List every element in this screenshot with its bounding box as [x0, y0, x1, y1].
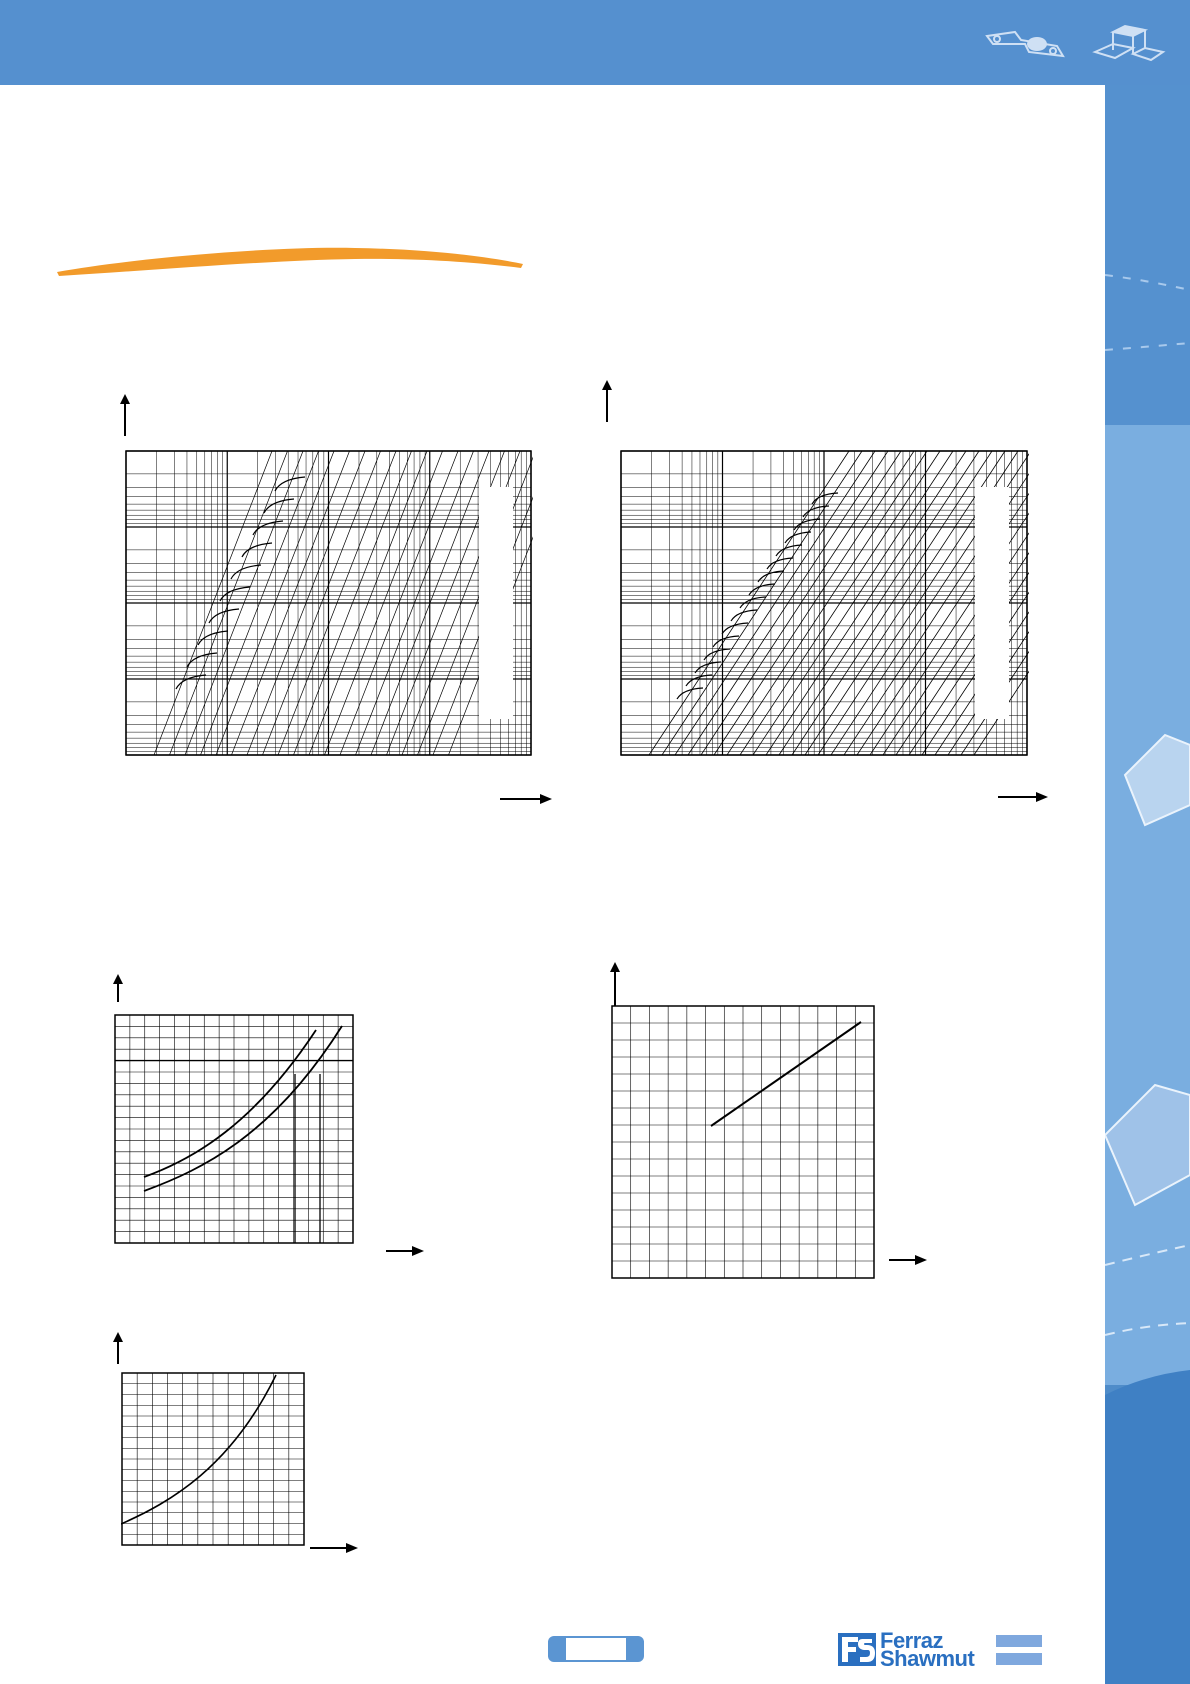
fuse-curve-knee — [713, 636, 739, 647]
chart-5 — [121, 1372, 306, 1546]
fuse-curve-knee — [677, 688, 703, 699]
y-axis-arrow-1 — [118, 394, 132, 438]
fuse-curve-knee — [776, 545, 802, 556]
logo-mark-icon — [838, 1631, 878, 1668]
fuse-block-icon — [1095, 26, 1163, 60]
chart-2 — [619, 449, 1029, 757]
x-axis-arrow-2 — [998, 790, 1048, 804]
fuse-curve-knee — [187, 653, 217, 667]
legend-box — [975, 487, 1009, 719]
fuse-curve-knee — [209, 609, 239, 623]
series-1-curve — [121, 1375, 276, 1524]
y-axis-arrow-3 — [111, 974, 125, 1004]
logo-bar-top — [996, 1635, 1042, 1647]
fuse-curve-knee — [722, 623, 748, 634]
series-2-curve — [144, 1026, 342, 1191]
chart-4 — [611, 1005, 876, 1280]
page-number-tab — [548, 1636, 644, 1662]
chart-1 — [124, 449, 533, 757]
orange-swoosh — [55, 240, 525, 280]
legend-box — [479, 487, 513, 719]
logo-bar-bottom — [996, 1653, 1042, 1665]
fuse-curve-knee — [785, 532, 811, 543]
company-logo — [838, 1628, 1044, 1671]
fuse-body-icon — [987, 32, 1063, 56]
fuse-curve-knee — [231, 565, 261, 579]
chart-3 — [114, 1014, 354, 1244]
series-1-curve — [144, 1030, 316, 1177]
fuse-curve-knee — [812, 493, 838, 504]
x-axis-arrow-3 — [386, 1244, 424, 1258]
fuse-curve-knee — [704, 649, 730, 660]
x-axis-arrow-1 — [500, 792, 552, 806]
x-axis-arrow-5 — [310, 1541, 358, 1555]
header-band — [0, 0, 1190, 85]
fuse-icons — [985, 22, 1175, 66]
side-band — [1105, 85, 1190, 1684]
side-decoration — [1105, 85, 1190, 1684]
logo-line2: Shawmut — [880, 1646, 975, 1671]
page-number-box — [566, 1638, 626, 1660]
y-axis-arrow-4 — [608, 962, 622, 1008]
y-axis-arrow-5 — [111, 1332, 125, 1366]
x-axis-arrow-4 — [889, 1253, 927, 1267]
fuse-curve-knee — [264, 499, 294, 513]
y-axis-arrow-2 — [600, 380, 614, 424]
logo-line1: Ferraz — [880, 1628, 944, 1653]
